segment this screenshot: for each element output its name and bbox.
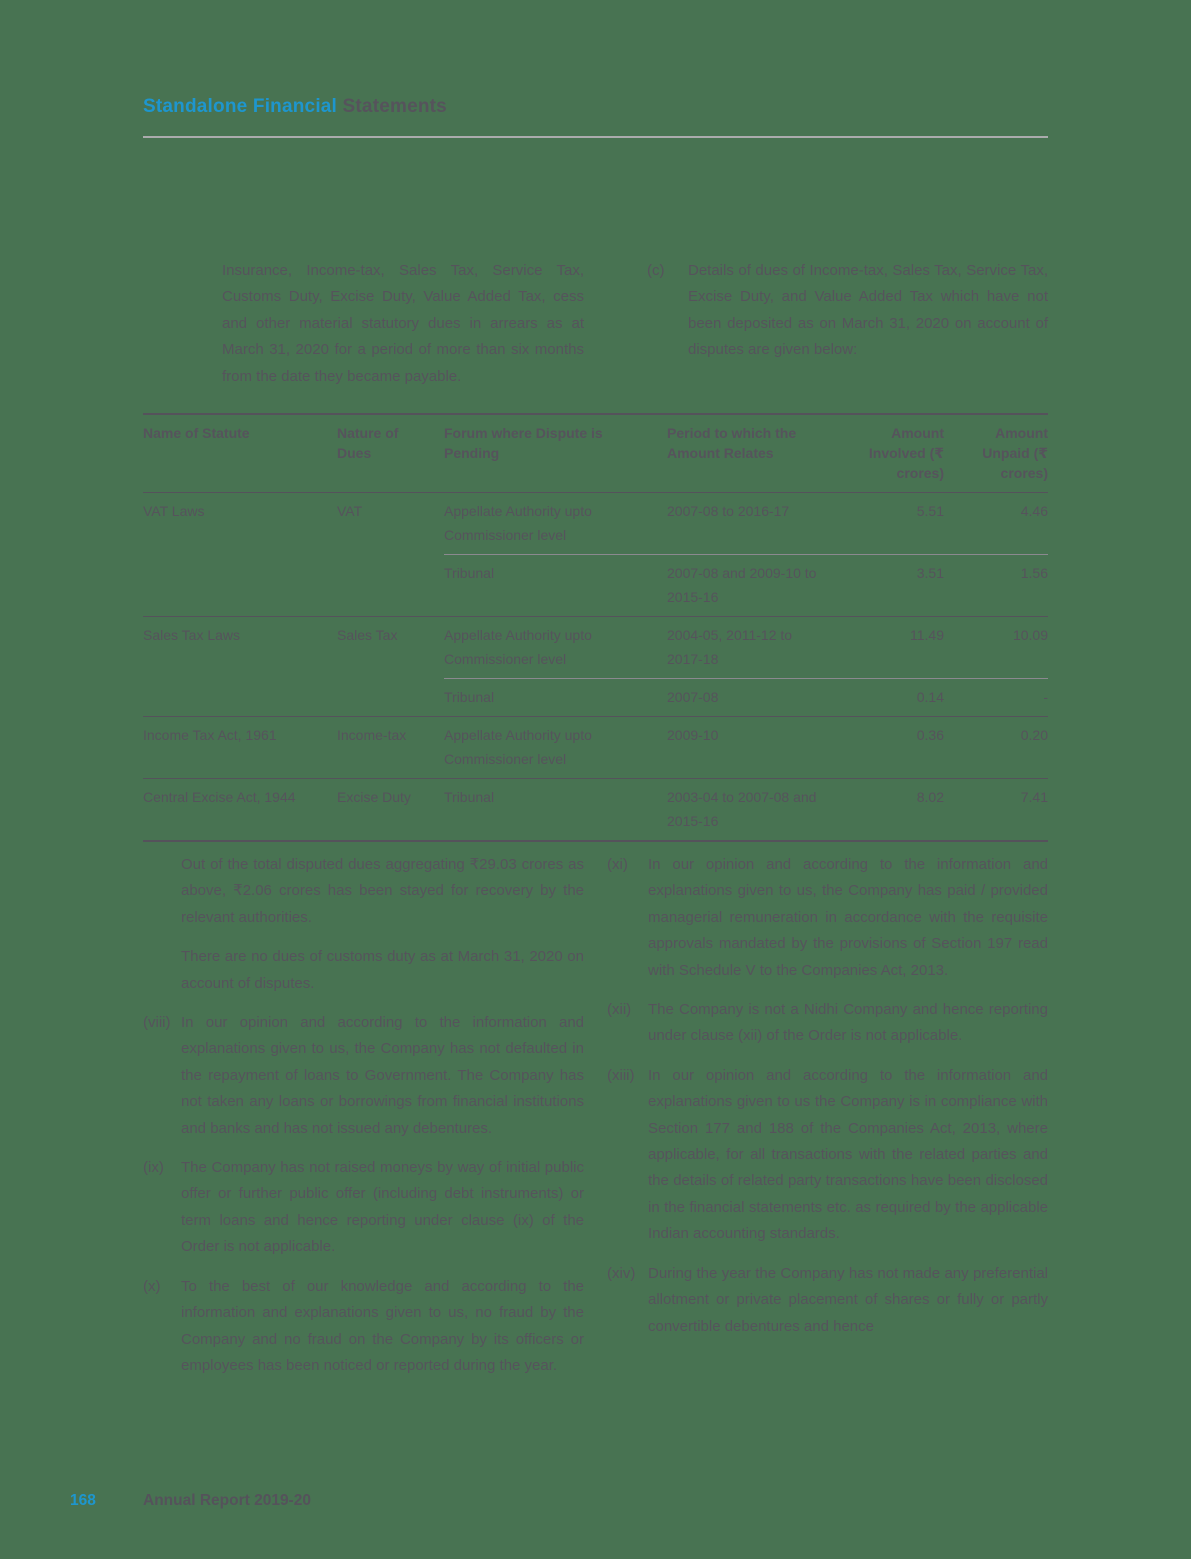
table-cell: 11.49 <box>850 616 944 678</box>
table-cell: Excise Duty <box>337 778 444 840</box>
list-item-marker: (c) <box>647 262 665 279</box>
footer-report-label: Annual Report 2019-20 <box>143 1492 311 1509</box>
table-cell: VAT <box>337 503 363 519</box>
list-item <box>607 1261 1048 1340</box>
list-item <box>143 1010 584 1142</box>
list-item <box>143 1155 584 1261</box>
table-cell: Appellate Authority upto Commissioner level <box>444 716 667 778</box>
table-cell: 2007-08 <box>667 678 850 716</box>
table-cell: Central Excise Act, 1944 <box>143 778 337 840</box>
table-cell: Appellate Authority upto Commissioner level <box>444 503 592 543</box>
body-left-column <box>143 852 584 1392</box>
page-title-rest: Statements <box>337 96 447 117</box>
table-cell: Income Tax Act, 1961 <box>143 716 337 778</box>
table-header-cell: Name of Statute <box>143 415 337 493</box>
table-header-cell: Amount Unpaid (₹ crores) <box>944 415 1048 493</box>
table-cell: 0.20 <box>944 716 1048 778</box>
table-cell: 2009-10 <box>667 716 850 778</box>
table-cell: 2007-08 and 2009-10 to 2015-16 <box>667 554 850 616</box>
list-item-text: In our opinion and according to the information and explanations given to us, the Company has paid / provided managerial remuneration in accordance with the requisite approvals mandated by the provisions of Section 197 read with Schedule V to the Companies Act, 2013. <box>648 856 1048 979</box>
table-cell: 4.46 <box>1020 503 1048 519</box>
table-cell: - <box>944 678 1048 716</box>
table-cell: 8.02 <box>850 778 944 840</box>
table-cell: 2007-08 to 2016-17 <box>667 503 790 519</box>
list-item <box>607 852 1048 984</box>
list-item-marker: (xii) <box>607 1001 632 1019</box>
list-item <box>143 944 584 997</box>
list-item <box>143 852 584 931</box>
list-item-marker: (x) <box>143 1277 161 1295</box>
footer-page-number: 168 <box>70 1492 96 1509</box>
list-item-marker: (xiv) <box>607 1264 636 1282</box>
table-cell: 0.14 <box>850 678 944 716</box>
list-item <box>143 1274 584 1380</box>
page-title-accent: Standalone Financial <box>143 96 338 117</box>
table-header-cell: Amount Involved (₹ crores) <box>850 415 944 493</box>
table-header-cell: Period to which the Amount Relates <box>667 415 850 493</box>
intro-left-paragraph: Insurance, Income-tax, Sales Tax, Service Tax, Customs Duty, Excise Duty, Value Added Tax, cess and other material statutory dues in arrears as at March 31, 2020 for a period of more than six months from the date they became payable. <box>222 262 584 385</box>
list-item-text: To the best of our knowledge and according to the information and explanations given to us, no fraud by the Company and no fraud on the Company by its officers or employees has been noticed or reported during the year. <box>181 1277 584 1374</box>
table-cell: Sales Tax Laws <box>143 616 337 678</box>
list-item <box>607 1063 1048 1248</box>
list-item-marker: (xi) <box>607 856 628 873</box>
list-item-text: The Company has not raised moneys by way of initial public offer or further public offer (including debt instruments) or term loans and hence reporting under clause (ix) of the Order is not applicable. <box>181 1159 584 1256</box>
table-cell: 10.09 <box>944 616 1048 678</box>
list-item-text: During the year the Company has not made any preferential allotment or private placement of shares or fully or partly convertible debentures and hence <box>648 1264 1048 1335</box>
table-cell: 2003-04 to 2007-08 and 2015-16 <box>667 778 850 840</box>
table-cell: Sales Tax <box>337 616 444 678</box>
list-item-marker: (ix) <box>143 1159 164 1177</box>
table-cell: Tribunal <box>444 554 667 616</box>
table-cell: Appellate Authority upto Commissioner level <box>444 616 667 678</box>
list-item-text: In our opinion and according to the information and explanations given to us, the Company has not defaulted in the repayment of loans to Government. The Company has not taken any loans or borrowings from financial institutions and banks and has not issued any debentures. <box>181 1014 584 1137</box>
table-cell: 1.56 <box>944 554 1048 616</box>
list-item-text: The Company is not a Nidhi Company and hence reporting under clause (xii) of the Order is not applicable. <box>648 1001 1048 1045</box>
table-cell: Tribunal <box>444 678 667 716</box>
list-item-marker: (viii) <box>143 1014 171 1032</box>
header-divider <box>143 136 1048 138</box>
table-cell: VAT Laws <box>143 503 205 519</box>
list-item-text: Out of the total disputed dues aggregating ₹29.03 crores as above, ₹2.06 crores has been stayed for recovery by the relevant authorities. <box>181 856 584 926</box>
table-header-cell: Nature of Dues <box>337 415 444 493</box>
table-cell <box>143 678 337 716</box>
intro-right-item <box>647 258 1048 364</box>
list-item-text: Details of dues of Income-tax, Sales Tax, Service Tax, Excise Duty, and Value Added Tax which have not been deposited as on March 31, 2020 on account of disputes are given below: <box>688 262 1048 359</box>
list-item-text: In our opinion and according to the information and explanations given to us the Company is in compliance with Section 177 and 188 of the Companies Act, 2013, where applicable, for all transactions with the related parties and the details of related party transactions have been disclosed in the financial statements etc. as required by the applicable Indian accounting standards. <box>648 1066 1048 1243</box>
dues-table <box>143 413 1048 842</box>
table-cell <box>143 554 337 616</box>
table-cell: 2004-05, 2011-12 to 2017-18 <box>667 616 850 678</box>
table-cell: 5.51 <box>916 503 944 519</box>
table-cell: Tribunal <box>444 778 667 840</box>
body-right-column <box>607 852 1048 1353</box>
table-cell: Income-tax <box>337 716 444 778</box>
table-cell: 0.36 <box>850 716 944 778</box>
table-cell: 3.51 <box>850 554 944 616</box>
table-cell: 7.41 <box>944 778 1048 840</box>
table-cell <box>337 554 444 616</box>
list-item <box>607 997 1048 1050</box>
list-item-marker <box>143 852 181 931</box>
list-item-marker: (xiii) <box>607 1066 635 1084</box>
page-title <box>143 96 447 118</box>
table-cell <box>337 678 444 716</box>
list-item-marker <box>143 944 181 997</box>
list-item-text: There are no dues of customs duty as at March 31, 2020 on account of disputes. <box>181 948 584 992</box>
table-header-cell: Forum where Dispute is Pending <box>444 415 667 493</box>
